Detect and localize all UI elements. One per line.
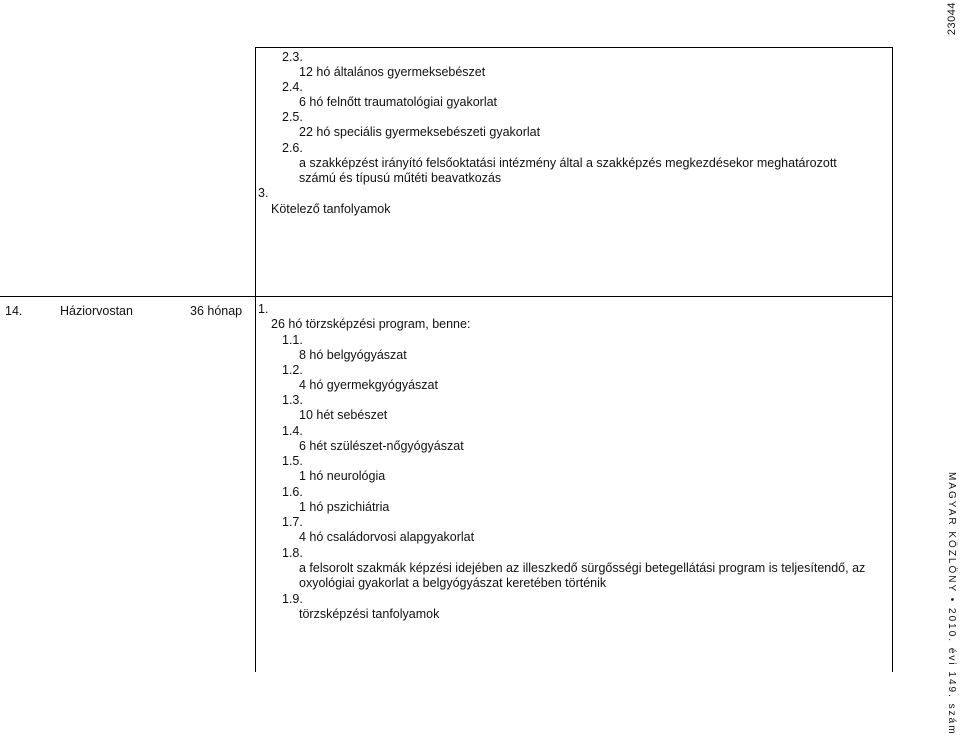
- item-text: 1 hó neurológia: [299, 469, 386, 483]
- item-text: 6 hét szülészet-nőgyógyászat: [299, 439, 464, 453]
- item-number: 1.9.: [282, 592, 303, 606]
- duration: 36 hónap: [190, 304, 243, 318]
- item-number: 1.5.: [282, 454, 303, 468]
- item-number: 1.6.: [282, 485, 303, 499]
- running-header: MAGYAR KÖZLÖNY • 2010. évi 149. szám: [946, 472, 957, 736]
- item-number: 2.3.: [282, 50, 303, 64]
- item-number: 1.4.: [282, 424, 303, 438]
- document-table: [0, 47, 893, 687]
- section-title: Kötelező tanfolyamok: [271, 202, 391, 216]
- item-number: 1.2.: [282, 363, 303, 377]
- section-title: 26 hó törzsképzési program, benne:: [271, 317, 471, 331]
- table-right-border: [892, 47, 893, 672]
- item-text: 8 hó belgyógyászat: [299, 348, 407, 362]
- item-text: 4 hó gyermekgyógyászat: [299, 378, 438, 392]
- item-number: 1.7.: [282, 515, 303, 529]
- item-number: 1.1.: [282, 333, 303, 347]
- column-divider: [255, 47, 256, 672]
- item-text: 22 hó speciális gyermeksebészeti gyakorlat: [299, 125, 541, 139]
- item-number: 2.4.: [282, 80, 303, 94]
- item-number: 2.5.: [282, 110, 303, 124]
- item-text: törzsképzési tanfolyamok: [299, 607, 440, 621]
- section-number: 1.: [258, 302, 269, 316]
- item-number: 1.8.: [282, 546, 303, 560]
- section-number: 3.: [258, 186, 269, 200]
- item-text: a felsorolt szakmák képzési idejében az illeszkedő sürgősségi betegellátási program is teljesítendő, az oxyológiai gyakorlat a belgyógyászat keretében történik: [299, 561, 866, 591]
- table-top-border: [255, 47, 893, 48]
- item-number: 1.3.: [282, 393, 303, 407]
- row-number: 14.: [5, 304, 23, 318]
- item-text: 10 hét sebészet: [299, 408, 388, 422]
- page-number: 23044: [946, 2, 958, 36]
- item-number: 2.6.: [282, 141, 303, 155]
- row-divider: [0, 296, 893, 297]
- item-text: a szakképzést irányító felsőoktatási intézmény által a szakképzés megkezdésekor meghatározott számú és típusú műtéti beavatkozás: [299, 156, 837, 186]
- item-text: 6 hó felnőtt traumatológiai gyakorlat: [299, 95, 498, 109]
- item-text: 12 hó általános gyermeksebészet: [299, 65, 486, 79]
- specialty-name: Háziorvostan: [60, 304, 133, 318]
- item-text: 1 hó pszichiátria: [299, 500, 390, 514]
- item-text: 4 hó családorvosi alapgyakorlat: [299, 530, 475, 544]
